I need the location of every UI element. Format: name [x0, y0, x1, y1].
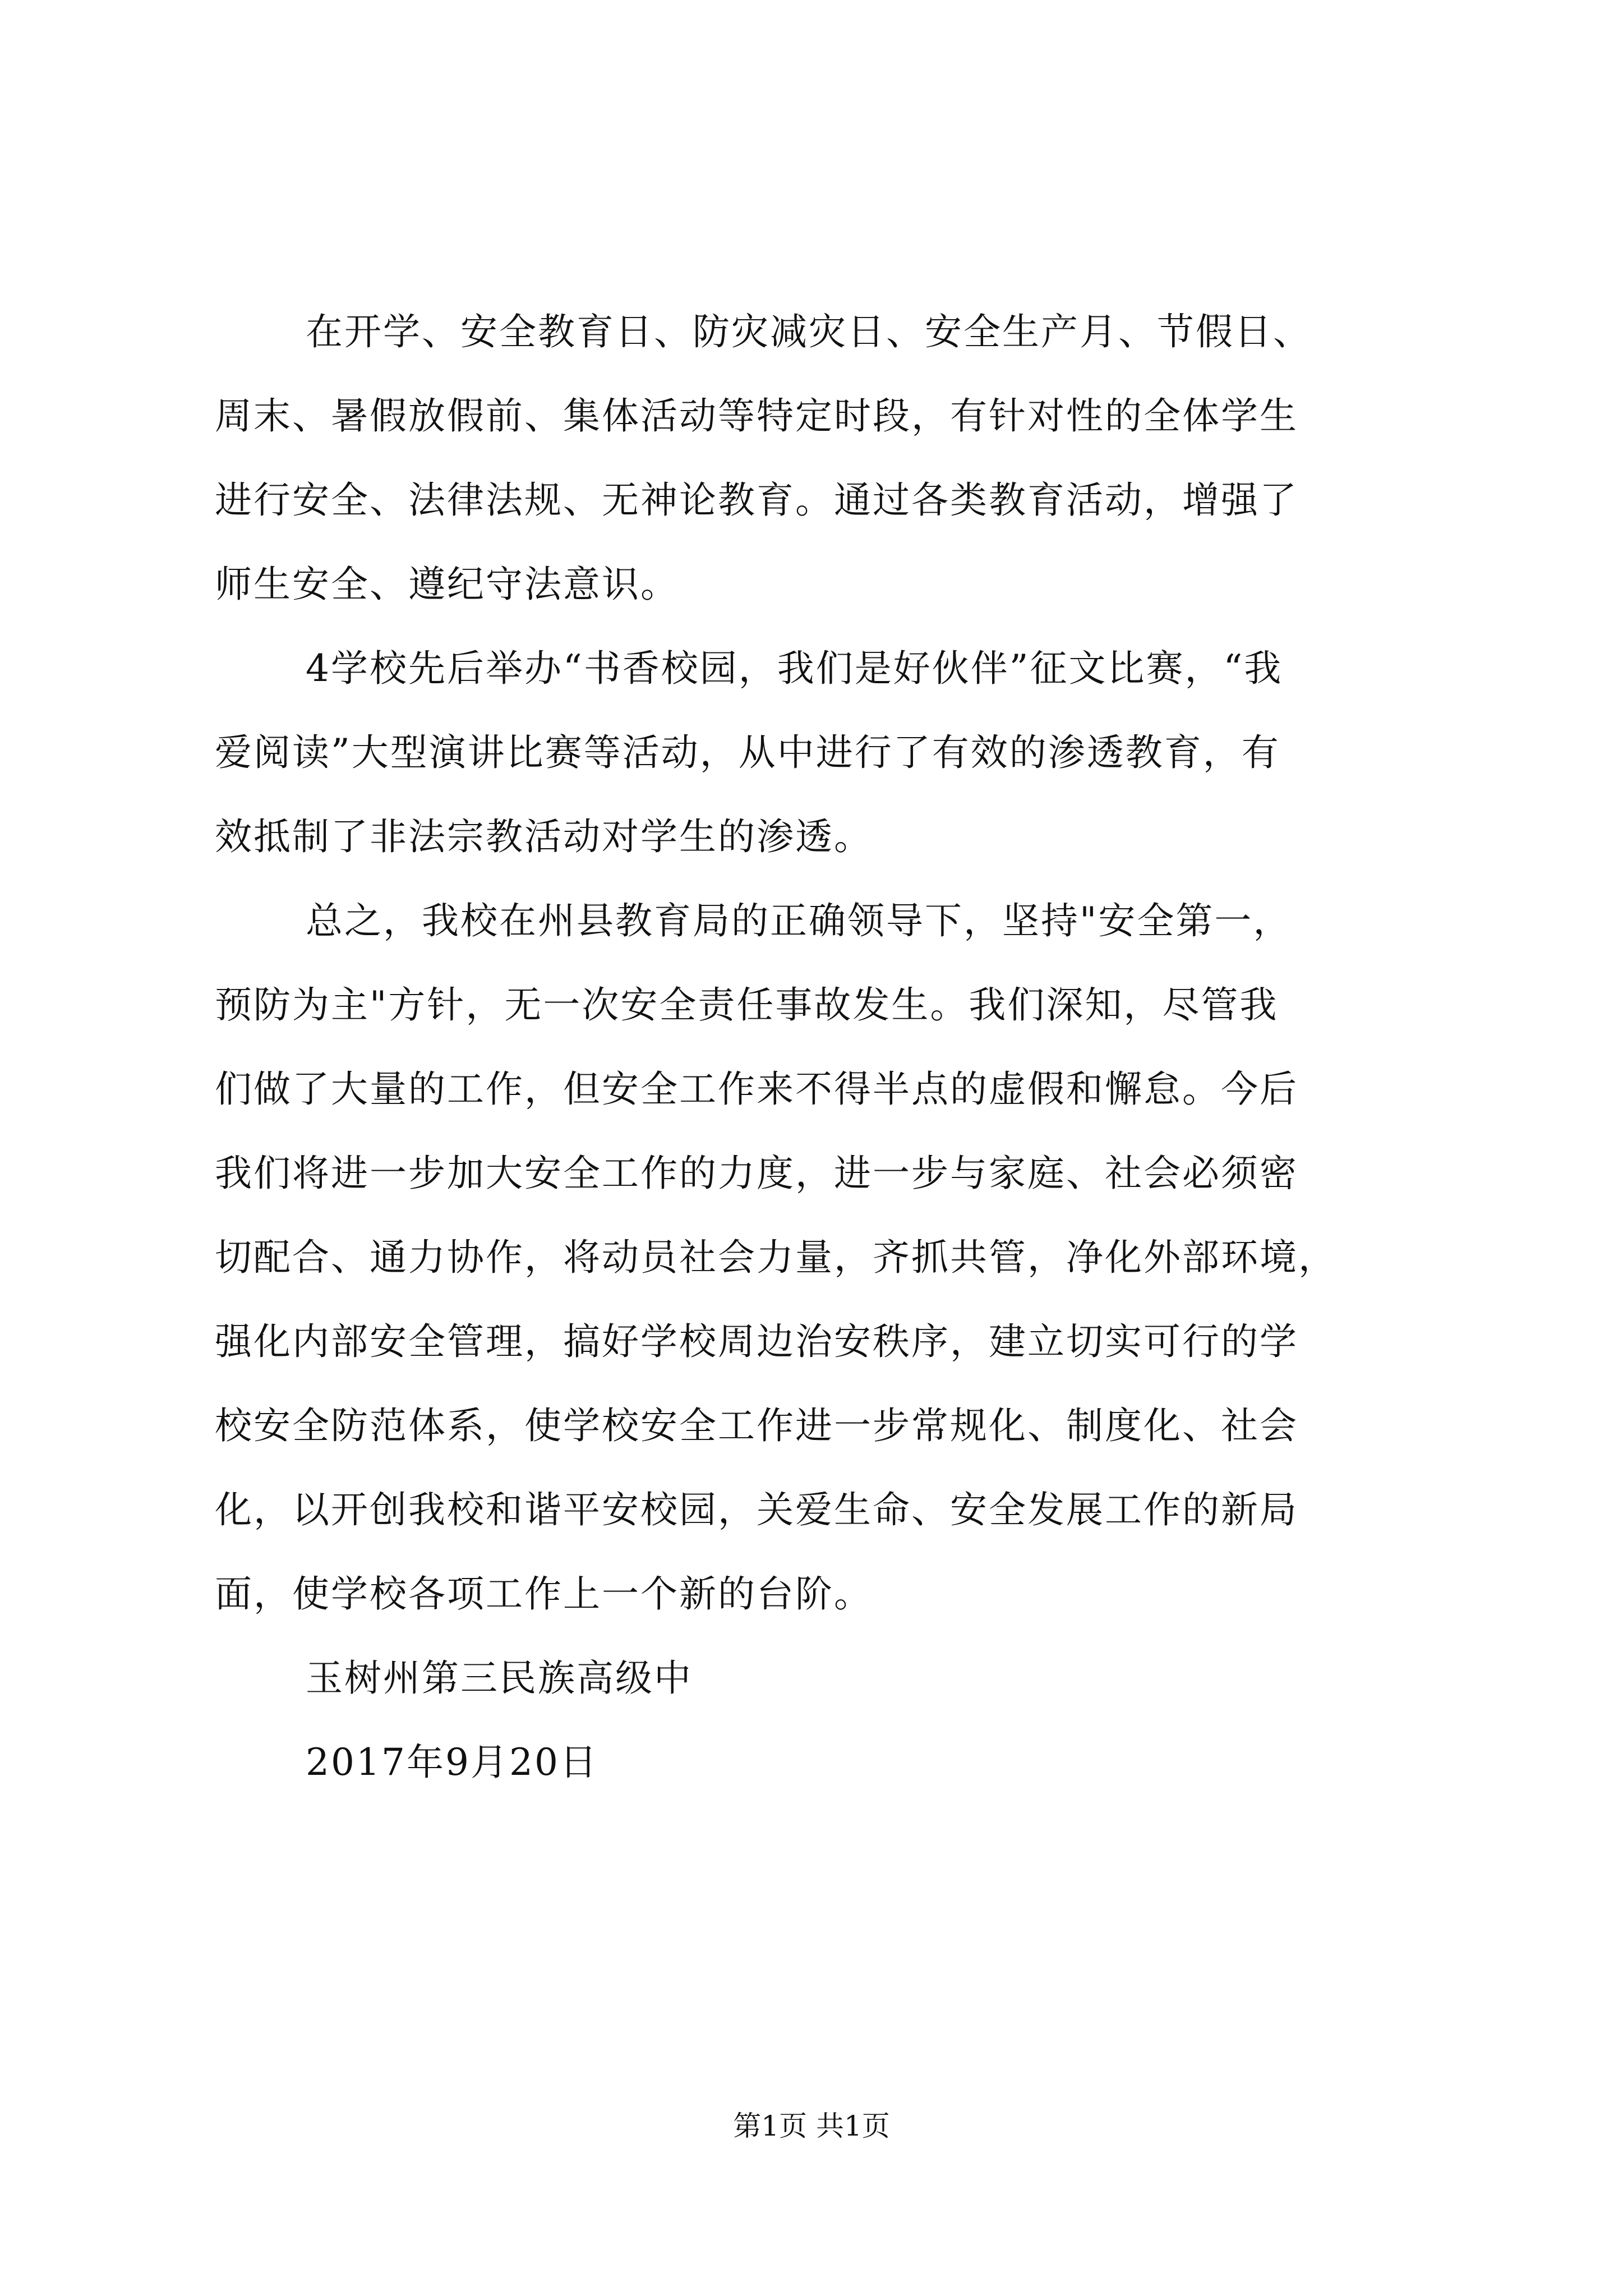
page-number: 第1页 共1页: [733, 2110, 890, 2142]
text-line-13: 强化内部安全管理，搞好学校周边治安秩序，建立切实可行的学: [215, 1320, 1298, 1363]
text-line-16: 面，使学校各项工作上一个新的台阶。: [215, 1572, 873, 1616]
text-line-4: 师生安全、遵纪守法意识。: [215, 563, 679, 606]
text-line-10: 们做了大量的工作，但安全工作来不得半点的虚假和懈怠。今后: [215, 1068, 1298, 1111]
signature: 玉树州第三民族高级中: [306, 1657, 693, 1700]
text-line-11: 我们将进一步加大安全工作的力度，进一步与家庭、社会必须密: [215, 1152, 1298, 1195]
text-line-5: 4学校先后举办“书香校园，我们是好伙伴”征文比赛，“我: [306, 647, 1283, 690]
text-line-6: 爱阅读”大型演讲比赛等活动，从中进行了有效的渗透教育，有: [215, 731, 1280, 774]
text-line-2: 周末、暑假放假前、集体活动等特定时段，有针对性的全体学生: [215, 394, 1298, 438]
text-line-12: 切配合、通力协作，将动员社会力量，齐抓共管，净化外部环境，: [215, 1236, 1337, 1279]
text-line-15: 化，以开创我校和谐平安校园，关爱生命、安全发展工作的新局: [215, 1488, 1298, 1531]
text-line-14: 校安全防范体系，使学校安全工作进一步常规化、制度化、社会: [215, 1404, 1298, 1447]
date: 2017年9月20日: [306, 1741, 598, 1784]
text-line-3: 进行安全、法律法规、无神论教育。通过各类教育活动，增强了: [215, 478, 1298, 522]
text-line-1: 在开学、安全教育日、防灾减灾日、安全生产月、节假日、: [306, 310, 1312, 353]
text-line-8: 总之，我校在州县教育局的正确领导下，坚持"安全第一，: [306, 899, 1292, 942]
text-line-9: 预防为主"方针，无一次安全责任事故发生。我们深知，尽管我: [215, 983, 1279, 1027]
text-line-7: 效抵制了非法宗教活动对学生的渗透。: [215, 815, 873, 858]
